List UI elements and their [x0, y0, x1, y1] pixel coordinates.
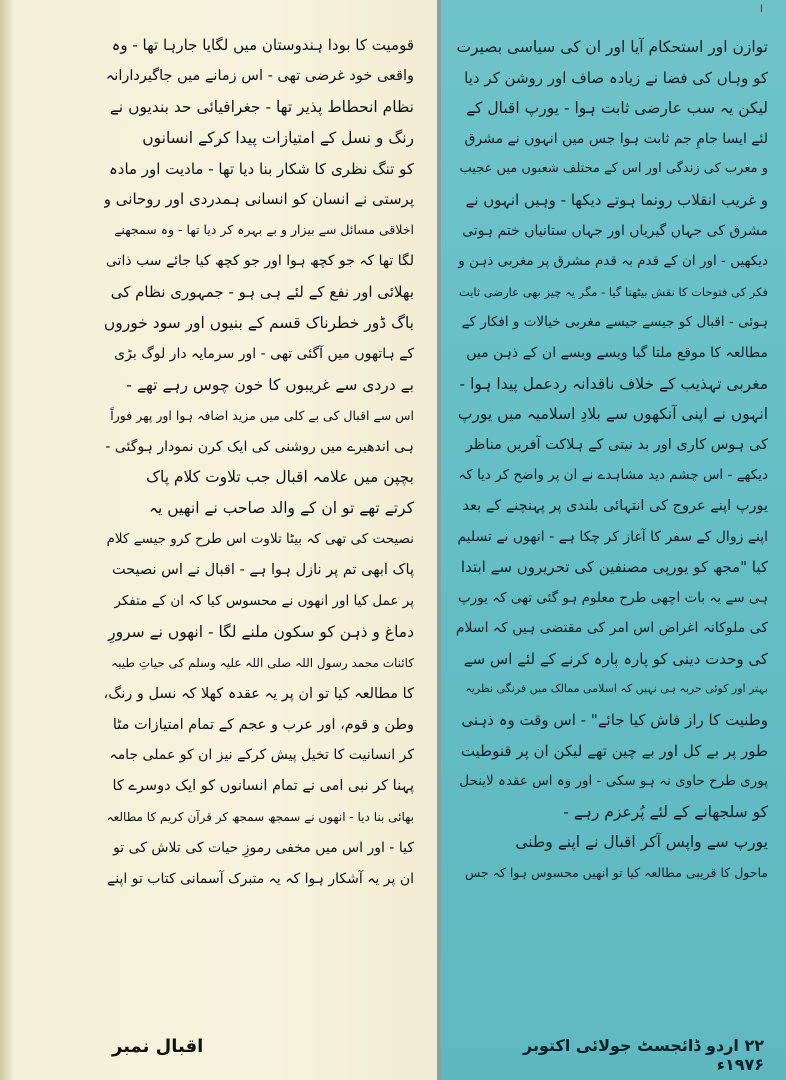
text-line: مغربی تہذیب کے خلاف ناقدانہ ردعمل پیدا ہوا - — [459, 374, 768, 393]
text-line: بھائی بنا دیا - انھوں نے سمجھ سمجھ کر قرآن کریم کا مطالعہ — [106, 810, 414, 825]
text-line: پاک ابھی تم پر نازل ہوا ہے - اقبال نے اس نصیحت — [111, 562, 414, 579]
text-line: ہی سے یہ بات اچھی طرح معلوم ہو گئی تھی کہ یورپ — [457, 589, 768, 606]
text-line: لگا تھا کہ جو کچھ ہوا اور جو کچھ کیا جائے سب ذاتی — [105, 253, 414, 270]
text-line: اپنے زوال کے سفر کا آغاز کر چکا ہے - انھوں نے تسلیم — [457, 528, 768, 545]
text-line: کا مطالعہ کیا تو ان پر یہ عقدہ کھلا کہ نسل و رنگ، — [104, 685, 414, 702]
text-line: نصیحت کی تھی کہ بیٹا تلاوت اس طرح کرو جیسے کلام — [106, 531, 414, 548]
text-line: و غریب انقلاب رونما ہوتے دیکھا - وہیں انہوں نے — [465, 190, 768, 209]
text-line: کائنات محمد رسول اللہ صلی اللہ علیہ وسلم کی حیاتِ طیبہ — [111, 655, 414, 670]
text-line: ماحول کا قریبی مطالعہ کیا تو انھیں محسوس ہوا کہ جس — [464, 865, 768, 881]
text-line: کی وحدت دینی کو پارہ پارہ کرنے کے لئے اس سے — [463, 649, 768, 668]
text-line: قومیت کا بودا ہندوستان میں لگایا جارہا تھا - وہ — [111, 36, 414, 54]
text-line: واقعی خود غرضی تھی - اس زمانے میں جاگیردارانہ — [105, 67, 414, 84]
text-line: کیا "مجھ کو یورپی مصنفین کی تحریروں سے ابتدا — [460, 558, 768, 577]
text-line: کے ہاتھوں میں آگئی تھی - اور سرمایہ دار لوگ بڑی — [114, 345, 414, 362]
text-line: بہتر اور کوئی حربہ ہی نہیں کہ اسلامی ممالک میں فرنگی نظریہ — [465, 682, 768, 696]
text-line: لئے ایسا جامِ جم ثابت ہوا جس میں انہوں نے مشرق — [464, 130, 768, 147]
text-line: وطن و قوم، اور عرب و عجم کے تمام امتیازات مٹا — [112, 716, 414, 733]
text-line: بھلائی اور نفع کے لئے ہی ہو - جمہوری نظام کی — [110, 283, 414, 302]
text-line: مشرق کی جہاں گیریاں اور جہاں ستانیاں ختم ہوتی — [462, 222, 768, 239]
text-line: کی ملوکانہ اغراض اس امر کی مقتضی ہیں کہ اسلام — [456, 620, 768, 637]
text-line: دیکھے - اس چشم دید مشاہدے نے ان پر واضح کر دیا کہ — [458, 467, 768, 484]
right-column-text — [456, 32, 768, 889]
page-footer-right: ۲۲ اردو ڈائجسٹ جولائی اکتوبر ۱۹۷۶ء — [522, 1036, 764, 1074]
text-line: دیکھیں - اور ان کے قدم بہ قدم مشرق پر مغربی ذہن و — [458, 253, 768, 270]
page-footer-left: اقبال نمبر — [112, 1036, 204, 1057]
text-line: کو تنگ نظری کا شکار بنا دیا تھا - مادیت اور مادہ — [108, 159, 414, 178]
text-line: مطالعہ کا موقع ملتا گیا ویسے ویسے ان کے ذہن میں — [466, 344, 768, 361]
text-line: طور پر بے کل اور بے چین تھے لیکن ان پر قنوطیت — [460, 741, 768, 760]
text-line: بے دردی سے غریبوں کا خون چوس رہے تھے - — [126, 375, 414, 394]
text-line: اس سے اقبال کی بے کلی میں مزید اضافہ ہوا اور پھر فوراً — [110, 407, 414, 423]
text-line: یورپ اپنے عروج کی انتہائی بلندی پر پہنچنے کے بعد — [462, 497, 768, 514]
text-line: وطنیت کا راز فاش کیا جائے" - اس وقت وہ ذہنی — [461, 711, 768, 730]
text-line: کی ہوس کاری اور بد نیتی کے ہلاکت آفریں مناظر — [465, 436, 768, 453]
corner-mark: ا — [760, 4, 763, 15]
text-line: بچپن میں علامہ اقبال جب تلاوت کلام پاک — [146, 468, 414, 487]
text-line: باگ ڈور خطرناک قسم کے بنیوں اور سود خوروں — [104, 314, 414, 333]
text-line: کیا - اور اس میں مخفی رموزِ حیات کی تلاش کی تو — [113, 840, 414, 857]
text-line: ہوئی - اقبال کو جیسے جیسے مغربی خیالات و افکار کے — [461, 314, 768, 331]
text-line: انہوں نے اپنی آنکھوں سے بلادِ اسلامیہ میں یورپ — [457, 405, 768, 424]
text-line: توازن اور استحکام آیا اور ان کی سیاسی بصیرت — [456, 38, 768, 56]
text-line: پر عمل کیا اور انھوں نے محسوس کیا کہ ان کے متفکر — [114, 593, 414, 610]
text-line: یورپ سے واپس آکر اقبال نے اپنے وطنی — [515, 833, 768, 852]
text-line: پوری طرح حاوی نہ ہو سکی - اور وہ اس عقدہ لاینحل — [459, 773, 768, 790]
text-line: فکر کی فتوحات کا نقش بیٹھتا گیا - مگر یہ چیز بھی عارضی ثابت — [458, 284, 768, 299]
text-line: کو وہاں کی فضا نے زیادہ صاف اور روشن کر دیا — [464, 68, 768, 87]
text-line: دماغ و ذہن کو سکون ملنے لگا - انھوں نے سرورِ — [108, 622, 414, 641]
text-line: نظام انحطاط پذیر تھا - جغرافیائی حد بندیوں نے — [109, 97, 414, 116]
text-line: رنگ و نسل کے امتیازات پیدا کرکے انسانوں — [142, 128, 414, 147]
column-divider — [437, 0, 441, 1080]
left-column-text — [104, 30, 414, 895]
text-line: کر انسانیت کا تخیل پیش کرکے نیز ان کو عملی جامہ — [109, 747, 414, 764]
text-line: پہنا کر نبی امی نے تمام انسانوں کو ایک دوسرے کا — [112, 778, 414, 795]
text-line: کو سلجھانے کے لئے پُرعزم رہے - — [563, 802, 768, 821]
text-line: اخلاقی مسائل سے بیزار و بے بہرہ کر دیا تھا - وہ سمجھنے — [114, 222, 414, 238]
text-line: ہی اندھیرے میں روشنی کی ایک کرن نمودار ہوگئی - — [105, 438, 414, 455]
text-line: ان پر یہ آشکار ہوا کہ یہ متبرک آسمانی کتاب تو اپنے — [107, 871, 414, 888]
text-line: کرتے تھے تو ان کے والد صاحب نے انھیں یہ — [148, 499, 414, 518]
text-line: لیکن یہ سب عارضی ثابت ہوا - یورپ اقبال کے — [465, 99, 768, 118]
text-line: پرستی نے انسان کو انسانی ہمدردی اور روحانی و — [104, 190, 414, 209]
text-line: و مغرب کی زندگی اور اس کے مختلف شعبوں میں عجیب — [459, 161, 768, 177]
